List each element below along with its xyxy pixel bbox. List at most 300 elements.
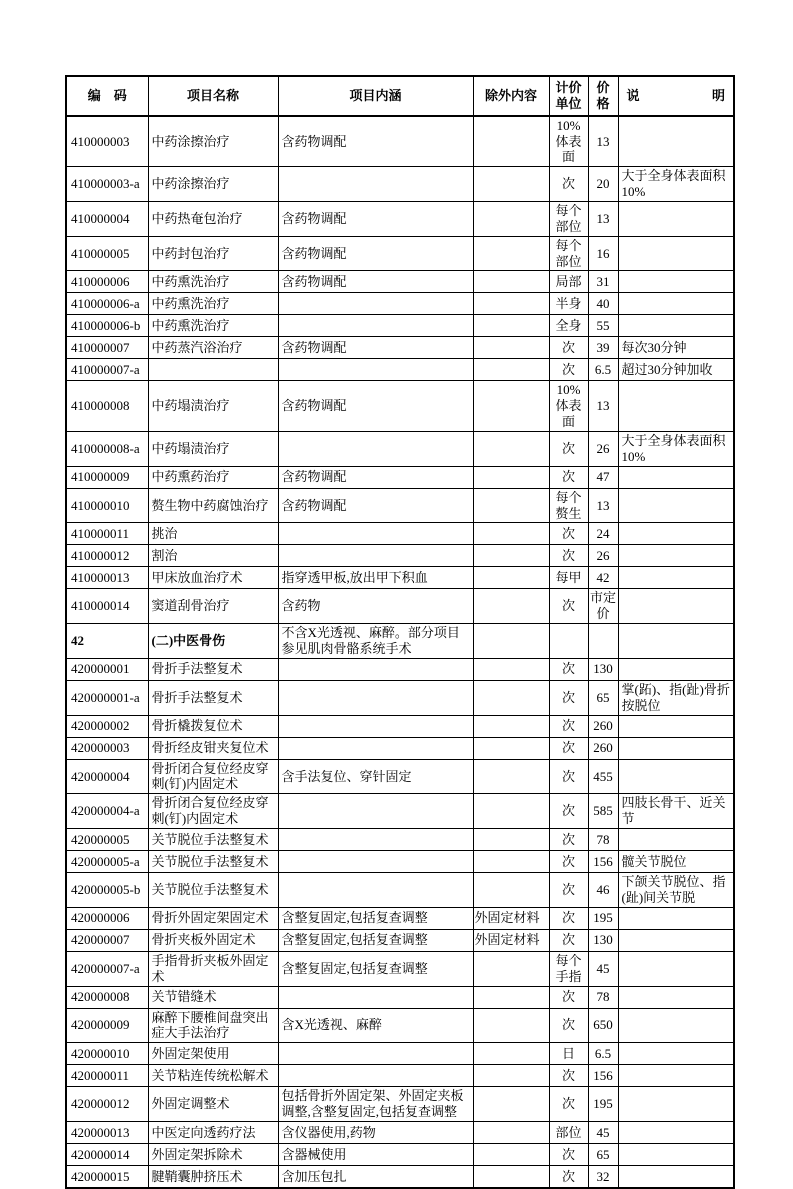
- cell-price: 16: [588, 236, 618, 271]
- cell-price: 130: [588, 658, 618, 680]
- cell-remark: 大于全身体表面积10%: [618, 432, 734, 467]
- cell-remark: 掌(跖)、指(趾)骨折按脱位: [618, 680, 734, 715]
- cell-unit: 10%体表面: [549, 116, 588, 167]
- cell-excluded: [473, 523, 549, 545]
- table-row: [66, 167, 734, 202]
- cell-price: 6.5: [588, 359, 618, 381]
- cell-name: 中药熏洗治疗: [148, 315, 278, 337]
- cell-price: 78: [588, 986, 618, 1008]
- cell-content: [278, 851, 473, 873]
- cell-name: 中药熏洗治疗: [148, 271, 278, 293]
- cell-unit: 次: [549, 1143, 588, 1165]
- cell-content: 含整复固定,包括复查调整: [278, 951, 473, 986]
- cell-excluded: [473, 1121, 549, 1143]
- cell-unit: 次: [549, 929, 588, 951]
- cell-excluded: [473, 851, 549, 873]
- table-row: [66, 851, 734, 873]
- table-row: [66, 1143, 734, 1165]
- table-row: [66, 432, 734, 467]
- table-row: [66, 680, 734, 715]
- cell-remark: [618, 315, 734, 337]
- cell-code: 420000006: [66, 907, 148, 929]
- cell-price: 42: [588, 567, 618, 589]
- cell-price: 195: [588, 1087, 618, 1122]
- cell-excluded: [473, 794, 549, 829]
- cell-name: 麻醉下腰椎间盘突出症大手法治疗: [148, 1008, 278, 1043]
- cell-remark: [618, 624, 734, 659]
- cell-excluded: [473, 715, 549, 737]
- cell-price: 455: [588, 759, 618, 794]
- cell-price: 585: [588, 794, 618, 829]
- table-row: [66, 1065, 734, 1087]
- cell-content: [278, 680, 473, 715]
- cell-unit: 次: [549, 523, 588, 545]
- cell-name: 赘生物中药腐蚀治疗: [148, 488, 278, 523]
- cell-name: 中药熏洗治疗: [148, 293, 278, 315]
- table-row: [66, 589, 734, 624]
- cell-name: 关节脱位手法整复术: [148, 851, 278, 873]
- cell-remark: [618, 236, 734, 271]
- cell-code: 410000007: [66, 337, 148, 359]
- cell-content: [278, 829, 473, 851]
- cell-excluded: [473, 759, 549, 794]
- cell-content: [278, 167, 473, 202]
- cell-excluded: 外固定材料: [473, 929, 549, 951]
- cell-excluded: [473, 829, 549, 851]
- cell-content: 含药物调配: [278, 337, 473, 359]
- cell-excluded: [473, 359, 549, 381]
- cell-content: 含整复固定,包括复查调整: [278, 929, 473, 951]
- cell-name: 中医定向透药疗法: [148, 1121, 278, 1143]
- cell-price: 260: [588, 715, 618, 737]
- table-row: [66, 715, 734, 737]
- cell-unit: 每个部位: [549, 236, 588, 271]
- cell-content: 含药物调配: [278, 202, 473, 237]
- table-row: [66, 545, 734, 567]
- cell-name: 骨折闭合复位经皮穿刺(钉)内固定术: [148, 794, 278, 829]
- cell-price: 26: [588, 545, 618, 567]
- cell-excluded: [473, 337, 549, 359]
- cell-unit: 次: [549, 680, 588, 715]
- cell-unit: 10%体表面: [549, 381, 588, 432]
- table-row: [66, 202, 734, 237]
- cell-code: 410000003: [66, 116, 148, 167]
- cell-unit: 次: [549, 1165, 588, 1188]
- cell-code: 410000014: [66, 589, 148, 624]
- cell-excluded: [473, 1008, 549, 1043]
- table-row: [66, 466, 734, 488]
- cell-unit: [549, 624, 588, 659]
- cell-price: 65: [588, 680, 618, 715]
- cell-content: [278, 986, 473, 1008]
- table-row: [66, 236, 734, 271]
- cell-unit: 次: [549, 359, 588, 381]
- cell-remark: [618, 907, 734, 929]
- cell-content: 包括骨折外固定架、外固定夹板调整,含整复固定,包括复查调整: [278, 1087, 473, 1122]
- cell-price: 32: [588, 1165, 618, 1188]
- table-row: [66, 381, 734, 432]
- cell-remark: 下颌关节脱位、指(趾)间关节脱: [618, 873, 734, 908]
- cell-price: 6.5: [588, 1043, 618, 1065]
- table-row: [66, 293, 734, 315]
- cell-name: 割治: [148, 545, 278, 567]
- cell-name: 骨折手法整复术: [148, 680, 278, 715]
- cell-content: 含药物调配: [278, 488, 473, 523]
- cell-excluded: [473, 293, 549, 315]
- cell-price: 46: [588, 873, 618, 908]
- cell-excluded: [473, 466, 549, 488]
- cell-price: 13: [588, 202, 618, 237]
- header-name: 项目名称: [148, 76, 278, 116]
- cell-content: 含器械使用: [278, 1143, 473, 1165]
- cell-content: 不含X光透视、麻醉。部分项目参见肌肉骨骼系统手术: [278, 624, 473, 659]
- cell-remark: [618, 986, 734, 1008]
- table-row: [66, 794, 734, 829]
- cell-excluded: [473, 432, 549, 467]
- cell-code: 410000007-a: [66, 359, 148, 381]
- cell-excluded: [473, 1087, 549, 1122]
- cell-unit: 半身: [549, 293, 588, 315]
- table-row: [66, 929, 734, 951]
- cell-code: 420000009: [66, 1008, 148, 1043]
- cell-remark: [618, 1143, 734, 1165]
- cell-name: [148, 359, 278, 381]
- cell-unit: 每个手指: [549, 951, 588, 986]
- cell-name: 中药封包治疗: [148, 236, 278, 271]
- cell-name: 腱鞘囊肿挤压术: [148, 1165, 278, 1188]
- cell-excluded: [473, 315, 549, 337]
- cell-name: 骨折经皮钳夹复位术: [148, 737, 278, 759]
- cell-price: 20: [588, 167, 618, 202]
- cell-excluded: [473, 488, 549, 523]
- table-row: [66, 907, 734, 929]
- cell-price: 78: [588, 829, 618, 851]
- cell-excluded: [473, 737, 549, 759]
- cell-content: 含整复固定,包括复查调整: [278, 907, 473, 929]
- cell-content: 含手法复位、穿针固定: [278, 759, 473, 794]
- cell-name: 中药涂擦治疗: [148, 167, 278, 202]
- cell-content: 指穿透甲板,放出甲下积血: [278, 567, 473, 589]
- table-row: [66, 488, 734, 523]
- table-row: [66, 271, 734, 293]
- cell-name: 中药塌渍治疗: [148, 381, 278, 432]
- cell-price: 65: [588, 1143, 618, 1165]
- cell-excluded: [473, 1143, 549, 1165]
- cell-unit: 次: [549, 907, 588, 929]
- table-row: [66, 829, 734, 851]
- cell-code: 420000005-a: [66, 851, 148, 873]
- cell-excluded: [473, 381, 549, 432]
- cell-name: 中药热奄包治疗: [148, 202, 278, 237]
- table-row: [66, 1121, 734, 1143]
- table-row: [66, 1165, 734, 1188]
- table-row: [66, 359, 734, 381]
- cell-price: 55: [588, 315, 618, 337]
- cell-name: 骨折闭合复位经皮穿刺(钉)内固定术: [148, 759, 278, 794]
- table-header-row: [66, 76, 734, 116]
- cell-unit: 次: [549, 715, 588, 737]
- cell-remark: [618, 715, 734, 737]
- cell-content: [278, 794, 473, 829]
- header-code: 编 码: [66, 76, 148, 116]
- cell-price: 市定价: [588, 589, 618, 624]
- cell-remark: 大于全身体表面积10%: [618, 167, 734, 202]
- cell-code: 420000010: [66, 1043, 148, 1065]
- cell-excluded: [473, 271, 549, 293]
- cell-content: [278, 523, 473, 545]
- cell-excluded: [473, 167, 549, 202]
- cell-unit: 日: [549, 1043, 588, 1065]
- cell-content: [278, 359, 473, 381]
- cell-remark: [618, 829, 734, 851]
- cell-excluded: [473, 1043, 549, 1065]
- cell-remark: [618, 589, 734, 624]
- cell-content: [278, 432, 473, 467]
- cell-excluded: [473, 567, 549, 589]
- section-row: [66, 624, 734, 659]
- cell-price: 13: [588, 488, 618, 523]
- cell-excluded: [473, 236, 549, 271]
- table-row: [66, 116, 734, 167]
- cell-content: [278, 545, 473, 567]
- cell-price: [588, 624, 618, 659]
- cell-remark: [618, 381, 734, 432]
- cell-name: 中药塌渍治疗: [148, 432, 278, 467]
- cell-remark: [618, 1121, 734, 1143]
- cell-remark: 髋关节脱位: [618, 851, 734, 873]
- cell-name: 关节粘连传统松解术: [148, 1065, 278, 1087]
- cell-excluded: [473, 680, 549, 715]
- table-row: [66, 1008, 734, 1043]
- cell-content: [278, 658, 473, 680]
- cell-code: 420000008: [66, 986, 148, 1008]
- cell-excluded: [473, 202, 549, 237]
- cell-remark: [618, 293, 734, 315]
- cell-code: 410000003-a: [66, 167, 148, 202]
- table-body: [66, 116, 734, 1188]
- cell-unit: 次: [549, 794, 588, 829]
- cell-name: 骨折外固定架固定术: [148, 907, 278, 929]
- cell-price: 40: [588, 293, 618, 315]
- cell-remark: [618, 523, 734, 545]
- cell-unit: 次: [549, 545, 588, 567]
- cell-unit: 次: [549, 829, 588, 851]
- cell-price: 13: [588, 381, 618, 432]
- cell-name: 外固定调整术: [148, 1087, 278, 1122]
- cell-content: [278, 315, 473, 337]
- cell-content: [278, 737, 473, 759]
- cell-code: 420000005: [66, 829, 148, 851]
- table-row: [66, 951, 734, 986]
- cell-unit: 次: [549, 466, 588, 488]
- cell-excluded: [473, 986, 549, 1008]
- cell-code: 420000011: [66, 1065, 148, 1087]
- cell-code: 420000012: [66, 1087, 148, 1122]
- table-row: [66, 759, 734, 794]
- table-row: [66, 1087, 734, 1122]
- cell-code: 410000008-a: [66, 432, 148, 467]
- cell-remark: [618, 466, 734, 488]
- cell-remark: [618, 116, 734, 167]
- cell-code: 420000004-a: [66, 794, 148, 829]
- cell-excluded: [473, 1065, 549, 1087]
- cell-unit: 次: [549, 851, 588, 873]
- cell-remark: 每次30分钟: [618, 337, 734, 359]
- cell-price: 39: [588, 337, 618, 359]
- cell-remark: [618, 658, 734, 680]
- cell-remark: [618, 737, 734, 759]
- header-remark: [618, 76, 734, 116]
- cell-remark: [618, 271, 734, 293]
- cell-code: 420000001-a: [66, 680, 148, 715]
- cell-remark: [618, 1165, 734, 1188]
- cell-content: 含药物调配: [278, 116, 473, 167]
- cell-name: 挑治: [148, 523, 278, 545]
- cell-name: 骨折橇拨复位术: [148, 715, 278, 737]
- table-row: [66, 523, 734, 545]
- cell-price: 45: [588, 1121, 618, 1143]
- cell-name: 骨折夹板外固定术: [148, 929, 278, 951]
- table-row: [66, 873, 734, 908]
- cell-unit: 每个部位: [549, 202, 588, 237]
- cell-remark: [618, 545, 734, 567]
- cell-code: 410000011: [66, 523, 148, 545]
- cell-unit: 次: [549, 873, 588, 908]
- cell-code: 410000006: [66, 271, 148, 293]
- cell-remark: [618, 951, 734, 986]
- cell-code: 420000001: [66, 658, 148, 680]
- cell-price: 45: [588, 951, 618, 986]
- cell-content: 含药物: [278, 589, 473, 624]
- cell-name: 窦道刮骨治疗: [148, 589, 278, 624]
- cell-unit: 次: [549, 1008, 588, 1043]
- cell-code: 410000009: [66, 466, 148, 488]
- cell-price: 47: [588, 466, 618, 488]
- cell-content: 含药物调配: [278, 271, 473, 293]
- cell-content: 含药物调配: [278, 466, 473, 488]
- cell-code: 410000010: [66, 488, 148, 523]
- cell-unit: 次: [549, 658, 588, 680]
- cell-excluded: 外固定材料: [473, 907, 549, 929]
- cell-code: 420000007: [66, 929, 148, 951]
- cell-unit: 次: [549, 1087, 588, 1122]
- cell-unit: 次: [549, 167, 588, 202]
- cell-excluded: [473, 873, 549, 908]
- header-price: 价格: [588, 76, 618, 116]
- cell-code: 410000012: [66, 545, 148, 567]
- table-row: [66, 567, 734, 589]
- cell-price: 13: [588, 116, 618, 167]
- cell-name: 外固定架使用: [148, 1043, 278, 1065]
- cell-unit: 部位: [549, 1121, 588, 1143]
- cell-remark: [618, 1043, 734, 1065]
- cell-content: [278, 1065, 473, 1087]
- cell-code: 420000005-b: [66, 873, 148, 908]
- cell-excluded: [473, 951, 549, 986]
- table-row: [66, 315, 734, 337]
- cell-unit: 次: [549, 432, 588, 467]
- cell-code: 420000014: [66, 1143, 148, 1165]
- cell-unit: 全身: [549, 315, 588, 337]
- header-remark-left: 说: [626, 87, 640, 103]
- header-excluded: 除外内容: [473, 76, 549, 116]
- cell-remark: [618, 488, 734, 523]
- table-row: [66, 337, 734, 359]
- cell-unit: 局部: [549, 271, 588, 293]
- cell-price: 195: [588, 907, 618, 929]
- table-row: [66, 986, 734, 1008]
- cell-remark: [618, 202, 734, 237]
- cell-unit: 次: [549, 337, 588, 359]
- cell-code: 410000008: [66, 381, 148, 432]
- cell-excluded: [473, 589, 549, 624]
- cell-content: 含药物调配: [278, 381, 473, 432]
- cell-name: 中药蒸汽浴治疗: [148, 337, 278, 359]
- cell-name: 骨折手法整复术: [148, 658, 278, 680]
- cell-code: 42: [66, 624, 148, 659]
- cell-excluded: [473, 624, 549, 659]
- cell-unit: 每甲: [549, 567, 588, 589]
- cell-content: 含仪器使用,药物: [278, 1121, 473, 1143]
- cell-price: 24: [588, 523, 618, 545]
- header-remark-right: 明: [711, 87, 725, 103]
- cell-excluded: [473, 116, 549, 167]
- cell-content: [278, 873, 473, 908]
- cell-code: 420000015: [66, 1165, 148, 1188]
- cell-unit: 次: [549, 589, 588, 624]
- cell-code: 410000006-b: [66, 315, 148, 337]
- cell-price: 156: [588, 851, 618, 873]
- cell-code: 420000004: [66, 759, 148, 794]
- table-row: [66, 658, 734, 680]
- cell-content: [278, 293, 473, 315]
- cell-unit: 次: [549, 759, 588, 794]
- cell-remark: [618, 567, 734, 589]
- cell-name: (二)中医骨伤: [148, 624, 278, 659]
- cell-content: 含加压包扎: [278, 1165, 473, 1188]
- cell-name: 关节脱位手法整复术: [148, 873, 278, 908]
- cell-excluded: [473, 1165, 549, 1188]
- header-content: 项目内涵: [278, 76, 473, 116]
- cell-price: 156: [588, 1065, 618, 1087]
- cell-remark: [618, 759, 734, 794]
- cell-remark: [618, 929, 734, 951]
- cell-remark: [618, 1065, 734, 1087]
- cell-price: 26: [588, 432, 618, 467]
- cell-content: 含药物调配: [278, 236, 473, 271]
- cell-unit: 次: [549, 737, 588, 759]
- cell-name: 关节错缝术: [148, 986, 278, 1008]
- cell-content: [278, 715, 473, 737]
- cell-code: 420000013: [66, 1121, 148, 1143]
- cell-code: 420000007-a: [66, 951, 148, 986]
- cell-price: 31: [588, 271, 618, 293]
- cell-remark: [618, 1008, 734, 1043]
- table-row: [66, 737, 734, 759]
- cell-code: 410000004: [66, 202, 148, 237]
- cell-unit: 次: [549, 986, 588, 1008]
- cell-code: 410000006-a: [66, 293, 148, 315]
- cell-code: 420000002: [66, 715, 148, 737]
- cell-code: 410000013: [66, 567, 148, 589]
- cell-name: 中药涂擦治疗: [148, 116, 278, 167]
- cell-name: 关节脱位手法整复术: [148, 829, 278, 851]
- cell-name: 外固定架拆除术: [148, 1143, 278, 1165]
- fee-schedule-table: [65, 75, 735, 1189]
- cell-name: 甲床放血治疗术: [148, 567, 278, 589]
- cell-name: 中药熏药治疗: [148, 466, 278, 488]
- cell-code: 420000003: [66, 737, 148, 759]
